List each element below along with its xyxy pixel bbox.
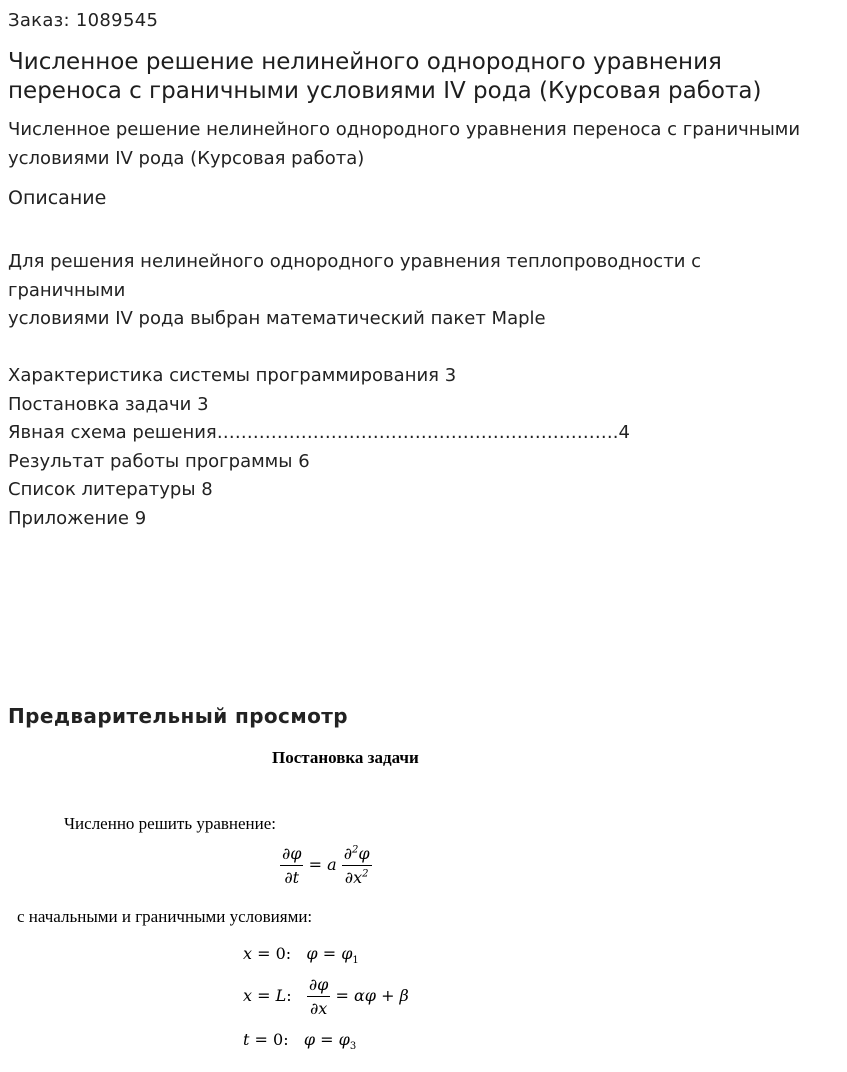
preview-heading: Предварительный просмотр: [8, 704, 348, 728]
initial-condition: t = 0: $\varphi = \varphi_3$: [243, 1030, 357, 1053]
description-line: граничными: [8, 279, 126, 301]
preview-doc-title: Постановка задачи: [272, 748, 419, 767]
boundary-condition-1: x = 0: $\varphi = \varphi_1$: [243, 944, 359, 967]
description-line: условиями IV рода выбран математический пакет Maple: [8, 308, 546, 329]
preview-paragraph: Численно решить уравнение:: [64, 814, 277, 833]
order-number: Заказ: 1089545: [8, 10, 159, 31]
toc-line: Характеристика системы программирования 3: [8, 365, 457, 386]
page-subtitle: Численное решение нелинейного однородного уравнения переноса с граничными условиями IV рода (Курсовая работа): [8, 119, 801, 169]
toc-line: Список литературы 8: [8, 479, 213, 500]
toc-line: Результат работы программы 6: [8, 450, 310, 472]
toc-line: Явная схема решения………………………………………………………….4: [8, 422, 630, 443]
toc-line: Приложение 9: [8, 507, 147, 529]
description-body: [8, 248, 701, 533]
description-line: Для решения нелинейного однородного уравнения теплопроводности с: [8, 251, 702, 272]
main-equation: $\frac{\partial\varphi}{\partial t}$ = a $\frac{\partial^2\varphi}{\partial x^2}$: [282, 844, 370, 887]
description-line: [8, 334, 701, 363]
description-heading: Описание: [8, 187, 107, 209]
preview-paragraph: с начальными и граничными условиями:: [17, 907, 313, 926]
toc-line: Постановка задачи 3: [8, 393, 209, 415]
page-title: Численное решение нелинейного однородного уравнения переноса с граничными условиями IV рода (Курсовая работа): [8, 49, 762, 104]
document-preview: [0, 740, 847, 1072]
boundary-condition-2: x = L: $\frac{\partial\varphi}{\partial x}$ = αφ + β: [243, 975, 409, 1018]
